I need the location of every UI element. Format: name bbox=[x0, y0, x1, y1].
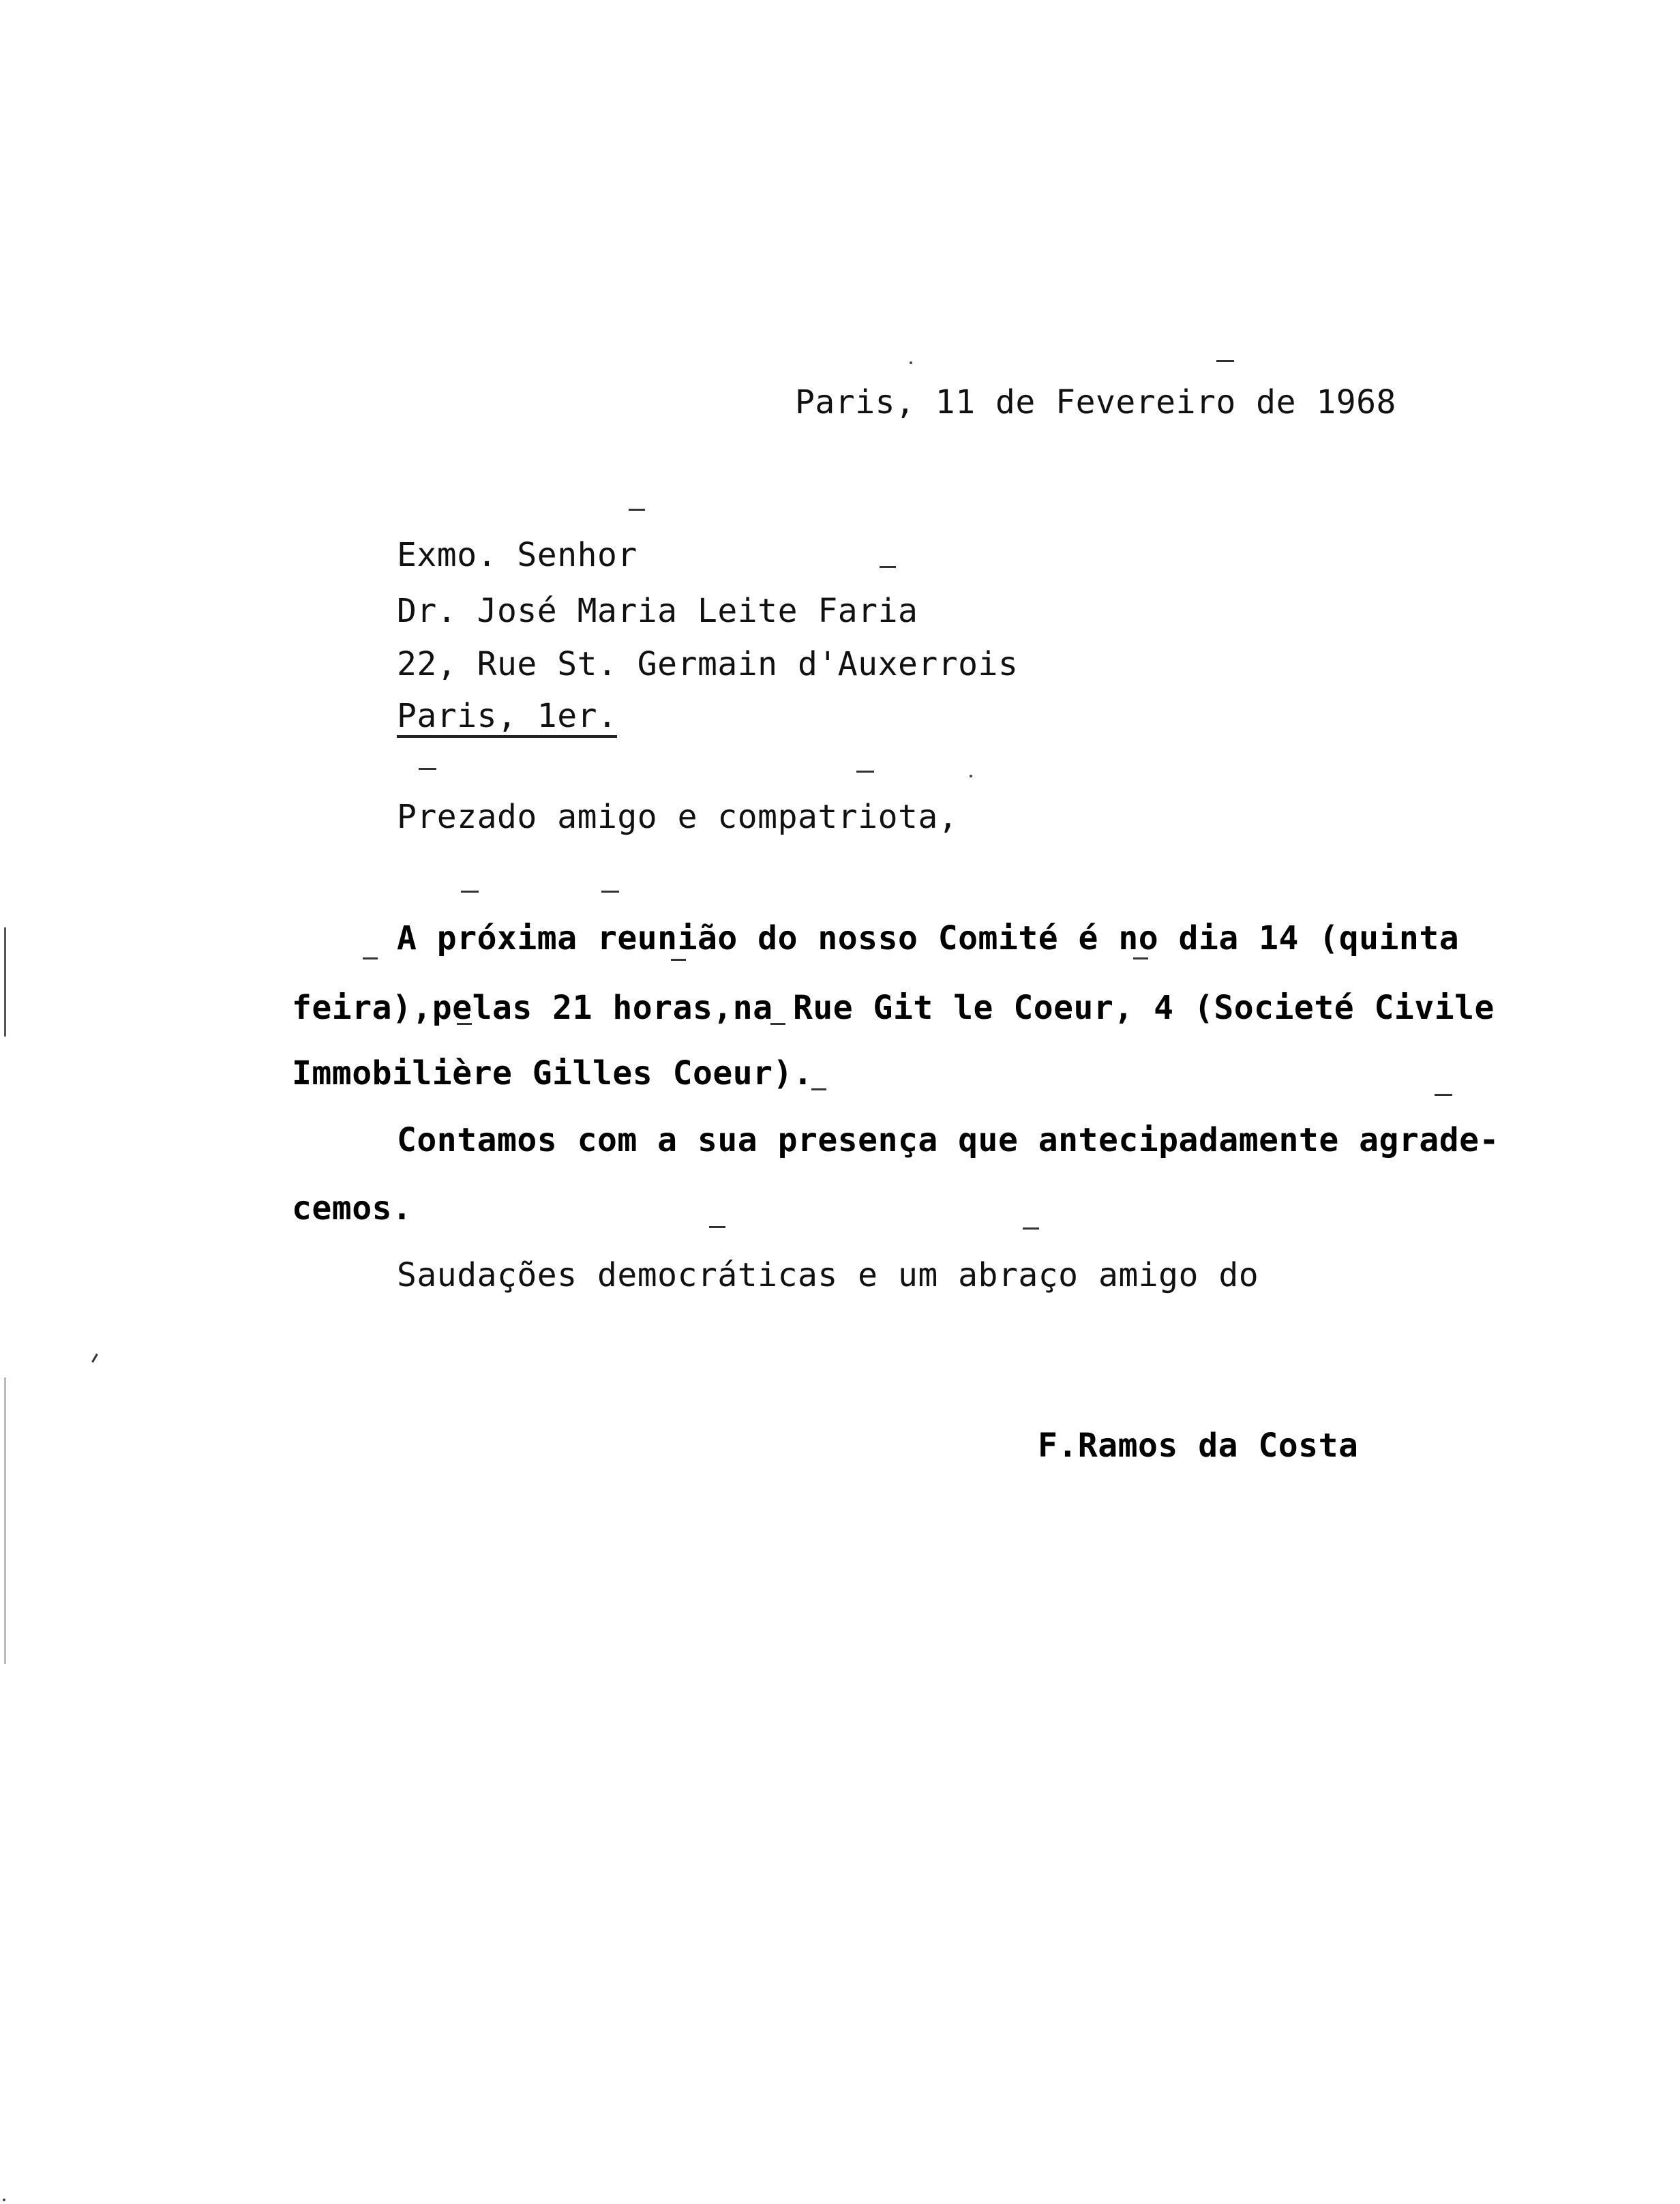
closing-line: Saudações democráticas e um abraço amigo do bbox=[397, 1256, 1259, 1294]
scan-mark bbox=[1216, 360, 1234, 362]
letter-date: Paris, 11 de Fevereiro de 1968 bbox=[795, 383, 1396, 421]
scan-mark bbox=[1023, 1227, 1039, 1230]
body-line: cemos. bbox=[292, 1189, 412, 1227]
scan-mark bbox=[880, 566, 896, 568]
scan-mark bbox=[629, 509, 645, 511]
recipient-city: Paris, 1er. bbox=[397, 700, 617, 738]
scan-mark bbox=[1435, 1094, 1452, 1096]
scan-mark bbox=[811, 1088, 826, 1090]
scan-mark bbox=[461, 891, 479, 893]
scan-mark bbox=[4, 927, 6, 1037]
recipient-name: Dr. José Maria Leite Faria bbox=[397, 592, 918, 630]
letter-greeting: Prezado amigo e compatriota, bbox=[397, 798, 959, 836]
body-line: Immobilière Gilles Coeur). bbox=[292, 1054, 813, 1092]
scan-mark bbox=[671, 959, 686, 961]
signature: F.Ramos da Costa bbox=[1038, 1427, 1359, 1465]
scan-mark bbox=[3, 2199, 5, 2201]
scan-mark bbox=[4, 1378, 6, 1664]
body-line: A próxima reunião do nosso Comité é no dia 14 (quinta bbox=[397, 919, 1460, 957]
scan-mark bbox=[91, 1354, 98, 1363]
body-line: feira),pelas 21 horas,na Rue Git le Coeur, 4 (Societé Civile bbox=[292, 989, 1495, 1027]
scan-mark bbox=[419, 768, 436, 770]
recipient-title: Exmo. Senhor bbox=[397, 536, 638, 574]
scan-mark bbox=[856, 771, 874, 773]
scan-mark bbox=[910, 361, 912, 364]
recipient-street: 22, Rue St. Germain d'Auxerrois bbox=[397, 645, 1019, 683]
body-line: Contamos com a sua presença que antecipadamente agrade- bbox=[397, 1121, 1499, 1159]
scan-mark bbox=[970, 775, 972, 777]
scan-mark bbox=[709, 1226, 725, 1228]
scan-mark bbox=[363, 957, 378, 959]
scan-mark bbox=[1133, 957, 1148, 959]
scan-mark bbox=[601, 891, 619, 893]
